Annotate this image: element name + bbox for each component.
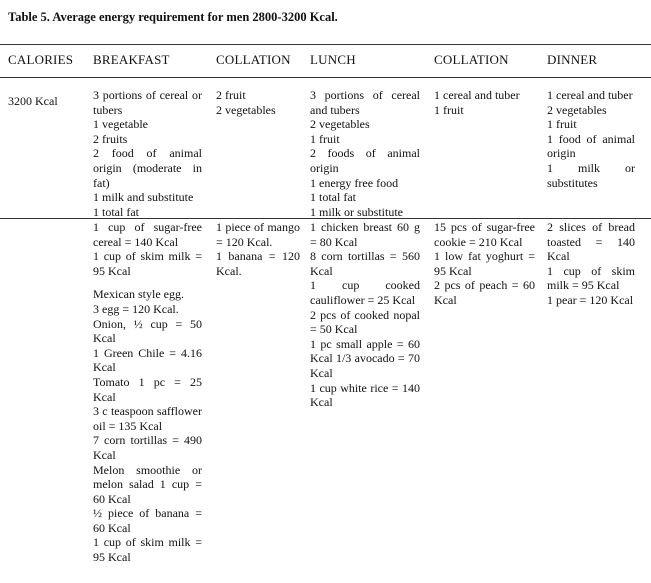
cell-line: 1 cup of skim milk = 95 Kcal bbox=[547, 263, 635, 293]
cell-breakfast-portions bbox=[93, 220, 202, 565]
cell-line: ½ piece of banana = 60 Kcal bbox=[93, 506, 202, 535]
cell-line: 2 fruits bbox=[93, 131, 128, 146]
cell-line: 1 pear = 120 Kcal bbox=[547, 292, 634, 307]
cell-line: 1 low fat yoghurt = 95 Kcal bbox=[434, 249, 535, 278]
header-collation-2: COLLATION bbox=[434, 52, 509, 67]
cell-line: Tomato 1 pc = 25 Kcal bbox=[93, 374, 202, 404]
cell-line: 8 corn tortillas = 560 Kcal bbox=[310, 249, 420, 278]
cell-line: 1 piece of mango = 120 Kcal. bbox=[216, 220, 300, 249]
cell-line: 1 pc small apple = 60 Kcal 1/3 avocado = 70 Kcal bbox=[310, 336, 420, 380]
cell-breakfast bbox=[93, 88, 202, 219]
breakfast-group-a bbox=[93, 220, 202, 278]
cell-line: 1 cereal and tuber bbox=[547, 88, 633, 102]
cell-line: Mexican style egg. bbox=[93, 287, 184, 302]
cell-line: Onion, ½ cup = 50 Kcal bbox=[93, 316, 202, 346]
cell-line: 1 cup of skim milk = 95 Kcal bbox=[93, 535, 202, 565]
cell-line: 7 corn tortillas = 490 Kcal bbox=[93, 433, 202, 462]
cell-line: 3 portions of cereal and tubers bbox=[310, 88, 420, 117]
cell-line: 1 fruit bbox=[310, 131, 340, 146]
cell-line: 2 fruit bbox=[216, 88, 246, 102]
cell-line: 3 egg = 120 Kcal. bbox=[93, 301, 179, 316]
cell-collation-2 bbox=[434, 88, 534, 117]
cell-lunch bbox=[310, 88, 420, 219]
cell-line: 2 vegetables bbox=[216, 102, 276, 117]
cell-line: 1 Green Chile = 4.16 Kcal bbox=[93, 345, 202, 375]
cell-line: 3 c teaspoon safflower oil = 135 Kcal bbox=[93, 404, 202, 433]
header-calories: CALORIES bbox=[8, 52, 74, 67]
header-dinner: DINNER bbox=[547, 52, 598, 67]
cell-line: 2 slices of bread toasted = 140 Kcal bbox=[547, 220, 635, 264]
cell-line: 1 vegetable bbox=[93, 117, 148, 132]
cell-line: 1 milk or substitutes bbox=[547, 160, 635, 190]
cell-line: 1 energy free food bbox=[310, 175, 399, 190]
cell-line: 2 pcs of peach = 60 Kcal bbox=[434, 278, 535, 307]
cell-line: 2 foods of animal origin bbox=[310, 146, 420, 175]
cell-line: Melon smoothie or melon salad 1 cup = 60 Kcal bbox=[93, 462, 202, 506]
table-caption: Table 5. Average energy requirement for men 2800-3200 Kcal. bbox=[8, 10, 338, 24]
rule-top bbox=[0, 44, 651, 45]
cell-line: 2 food of animal origin (moderate in fat) bbox=[93, 146, 202, 190]
cell-line: 1 fruit bbox=[434, 102, 464, 117]
cell-collation-1-portions bbox=[216, 220, 300, 278]
cell-line: 1 fruit bbox=[547, 117, 577, 132]
header-lunch: LUNCH bbox=[310, 52, 356, 67]
cell-line: 1 milk and substitute bbox=[93, 190, 194, 205]
rule-header bbox=[0, 77, 651, 78]
cell-line: 15 pcs of sugar-free cookie = 210 Kcal bbox=[434, 220, 535, 249]
cell-line: 2 vegetables bbox=[310, 117, 370, 132]
cell-line: 1 food of animal origin bbox=[547, 131, 635, 161]
cell-line: 1 cup of sugar-free cereal = 140 Kcal bbox=[93, 220, 202, 249]
cell-line: 1 banana = 120 Kcal. bbox=[216, 249, 300, 278]
cell-line: 3 portions of cereal or tubers bbox=[93, 88, 202, 117]
cell-calories: 3200 Kcal bbox=[8, 94, 58, 108]
header-breakfast: BREAKFAST bbox=[93, 52, 170, 67]
cell-collation-1 bbox=[216, 88, 300, 117]
cell-line: 2 pcs of cooked nopal = 50 Kcal bbox=[310, 307, 420, 337]
cell-line: 2 vegetables bbox=[547, 102, 607, 117]
cell-line: 1 cup cooked cauliflower = 25 Kcal bbox=[310, 278, 420, 307]
cell-lunch-portions bbox=[310, 220, 420, 410]
cell-line: 1 milk or substitute bbox=[310, 204, 403, 219]
cell-line: 1 cup white rice = 140 Kcal bbox=[310, 380, 420, 410]
cell-line: 1 cup of skim milk = 95 Kcal bbox=[93, 249, 202, 278]
cell-line: 1 total fat bbox=[93, 204, 139, 219]
cell-line: 1 chicken breast 60 g = 80 Kcal bbox=[310, 220, 420, 249]
cell-dinner-portions bbox=[547, 220, 635, 308]
cell-line: 1 total fat bbox=[310, 190, 356, 205]
breakfast-group-b bbox=[93, 287, 202, 564]
cell-line: 1 cereal and tuber bbox=[434, 88, 520, 102]
cell-collation-2-portions bbox=[434, 220, 535, 308]
cell-dinner bbox=[547, 88, 635, 190]
header-collation-1: COLLATION bbox=[216, 52, 291, 67]
